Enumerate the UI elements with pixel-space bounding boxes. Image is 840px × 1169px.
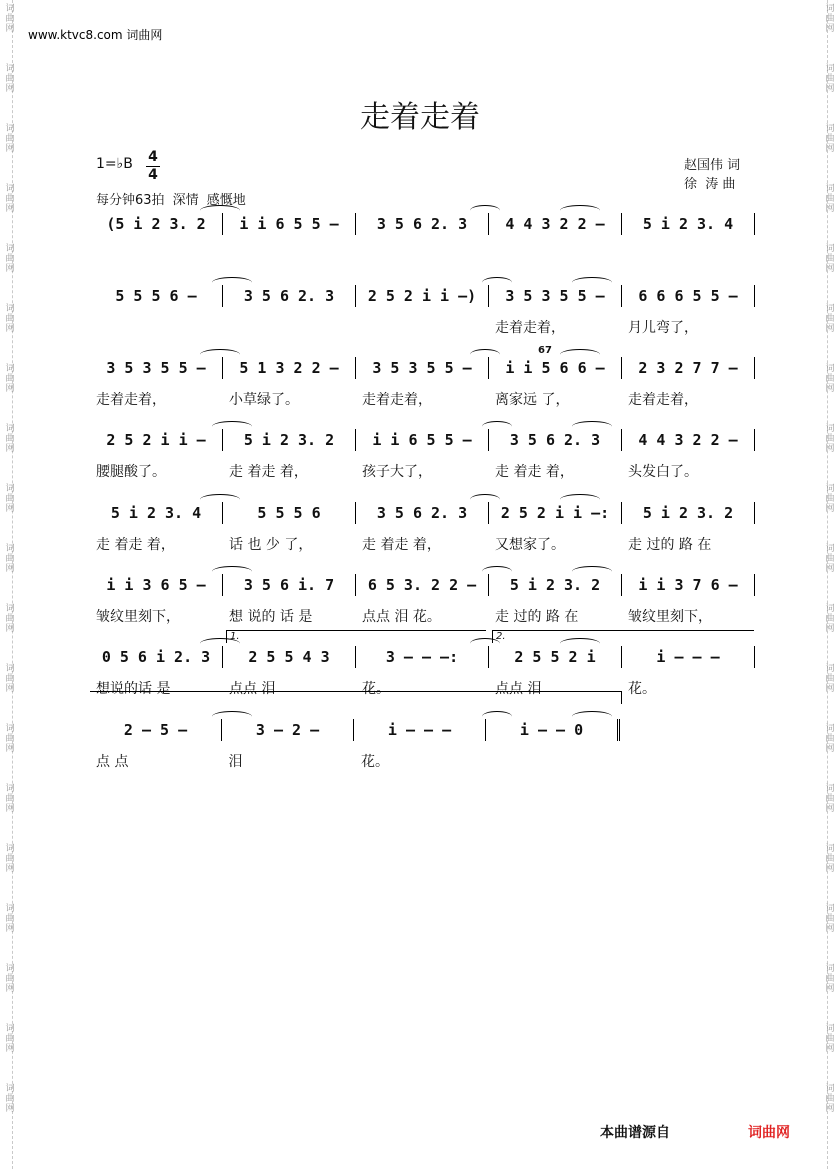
time-denominator: 4 xyxy=(148,167,158,183)
note-line xyxy=(90,719,620,741)
slur xyxy=(482,277,512,288)
measure: 3 – – –: xyxy=(355,646,488,668)
measure: 3 5 6 2. 3 xyxy=(355,502,488,524)
watermark-mark: 词 曲 网 xyxy=(825,1024,835,1054)
measure: 5 i 2 3. 2 xyxy=(222,429,355,451)
slur xyxy=(200,494,240,505)
watermark-mark: 词 曲 网 xyxy=(5,544,15,574)
watermark-mark: 词 曲 网 xyxy=(5,364,15,394)
volta-first-ending: 1. xyxy=(226,630,486,643)
watermark-mark: 词 曲 网 xyxy=(825,124,835,154)
measure: i i 3 6 5 – xyxy=(106,576,206,594)
footer-source-label: 本曲谱源自 xyxy=(600,1125,670,1141)
measure: 4 4 3 2 2 – xyxy=(488,213,621,235)
watermark-mark: 词 曲 网 xyxy=(825,1084,835,1114)
measure: 2 5 2 i i – xyxy=(106,431,206,449)
volta-second-ending: 2. xyxy=(492,630,754,643)
measure: 6 5 3. 2 2 – xyxy=(355,574,488,596)
slur xyxy=(572,711,612,722)
lyric-line xyxy=(90,534,755,554)
watermark-mark: 词 曲 网 xyxy=(825,304,835,334)
slur xyxy=(470,494,500,505)
lyric-line xyxy=(90,461,755,481)
measure: 3 5 6 2. 3 xyxy=(222,285,355,307)
measure: i – – – xyxy=(353,719,485,741)
slur xyxy=(572,277,612,288)
note-line xyxy=(90,646,755,668)
slur xyxy=(482,421,512,432)
watermark-mark: 词 曲 网 xyxy=(5,304,15,334)
slur xyxy=(212,566,252,577)
credits xyxy=(684,156,740,194)
watermark-mark: 词 曲 网 xyxy=(5,424,15,454)
watermark-mark: 词 曲 网 xyxy=(5,484,15,514)
watermark-mark: 词 曲 网 xyxy=(825,544,835,574)
lyric-cell: 头发白了。 xyxy=(628,464,698,480)
watermark-mark: 词 曲 网 xyxy=(5,1024,15,1054)
slur xyxy=(560,638,600,649)
lyric-cell: 走 过的 路 在 xyxy=(628,537,712,553)
measure: i i 5 6 6 – xyxy=(488,357,621,379)
lyric-cell: 走 着走 着， xyxy=(362,537,441,553)
lyric-cell: 点点 泪 xyxy=(229,681,276,697)
lyric-line xyxy=(90,317,755,337)
lyric-cell: 皱纹里刻下， xyxy=(96,609,180,625)
measure: (5 i 2 3. 2 xyxy=(106,215,206,233)
watermark-mark: 词 曲 网 xyxy=(825,724,835,754)
measure: i i 3 7 6 – xyxy=(621,574,755,596)
watermark-mark: 词 曲 网 xyxy=(5,784,15,814)
lyric-cell: 小草绿了。 xyxy=(229,392,299,408)
slur xyxy=(482,711,512,722)
lyric-cell: 走 着走 着， xyxy=(229,464,308,480)
lyric-cell: 走着走着， xyxy=(628,392,698,408)
watermark-mark: 词 曲 网 xyxy=(5,664,15,694)
time-numerator: 4 xyxy=(148,149,158,165)
slur xyxy=(482,566,512,577)
watermark-mark: 词 曲 网 xyxy=(5,4,15,34)
lyric-cell xyxy=(488,751,621,771)
watermark-mark: 词 曲 网 xyxy=(825,664,835,694)
measure: 2 5 5 2 i xyxy=(488,646,621,668)
lyric-cell: 走着走着， xyxy=(362,392,432,408)
lyric-cell: 月儿弯了， xyxy=(628,320,698,336)
watermark-mark: 词 曲 网 xyxy=(825,424,835,454)
measure: 3 5 3 5 5 – xyxy=(106,359,206,377)
slur xyxy=(200,349,240,360)
lyric-cell: 走 着走 着， xyxy=(96,537,175,553)
measure: 3 5 3 5 5 – xyxy=(488,285,621,307)
slur xyxy=(212,277,252,288)
watermark-mark: 词 曲 网 xyxy=(5,724,15,754)
watermark-mark: 词 曲 网 xyxy=(5,604,15,634)
watermark-mark: 词 曲 网 xyxy=(5,124,15,154)
grace-notes: 67 xyxy=(538,345,552,356)
slur xyxy=(572,421,612,432)
measure: 3 5 6 2. 3 xyxy=(488,429,621,451)
slur xyxy=(212,421,252,432)
note-line xyxy=(90,357,755,379)
measure: 5 5 5 6 – xyxy=(115,287,197,305)
lyric-cell: 又想家了。 xyxy=(495,537,565,553)
lyric-cell: 花。 xyxy=(628,681,656,697)
lyric-cell: 想 说的 话 是 xyxy=(229,609,313,625)
lyric-cell: 腰腿酸了。 xyxy=(96,464,166,480)
watermark-mark: 词 曲 网 xyxy=(5,184,15,214)
time-signature xyxy=(146,150,160,183)
watermark-mark: 词 曲 网 xyxy=(825,184,835,214)
watermark-mark: 词 曲 网 xyxy=(5,64,15,94)
measure: 2 5 2 i i –: xyxy=(488,502,621,524)
measure: 6 6 6 5 5 – xyxy=(621,285,755,307)
lyricist: 赵国伟 词 xyxy=(684,158,741,173)
key-signature: 1=♭B xyxy=(96,156,133,172)
note-line xyxy=(90,502,755,524)
watermark-mark: 词 曲 网 xyxy=(825,904,835,934)
measure: 5 5 5 6 xyxy=(222,502,355,524)
measure: 2 3 2 7 7 – xyxy=(621,357,755,379)
lyric-cell xyxy=(223,317,356,337)
measure: 3 5 6 i. 7 xyxy=(222,574,355,596)
watermark-mark: 词 曲 网 xyxy=(825,964,835,994)
measure: i – – – xyxy=(621,646,755,668)
lyric-cell: 走着走着， xyxy=(96,392,166,408)
measure: 2 5 2 i i –) xyxy=(355,285,488,307)
watermark-mark: 词 曲 网 xyxy=(825,844,835,874)
watermark-mark: 词 曲 网 xyxy=(825,484,835,514)
slur xyxy=(470,638,500,649)
lyric-cell: 点点 泪 花。 xyxy=(362,609,441,625)
measure: 4 4 3 2 2 – xyxy=(621,429,755,451)
watermark-mark: 词 曲 网 xyxy=(5,904,15,934)
lyric-cell: 点 点 xyxy=(96,754,129,770)
lyric-cell: 泪 xyxy=(228,754,243,770)
slur xyxy=(560,494,600,505)
lyric-cell: 离家远 了， xyxy=(495,392,570,408)
measure: 5 i 2 3. 4 xyxy=(110,504,202,522)
note-line xyxy=(90,285,755,307)
lyric-cell xyxy=(356,317,489,337)
measure: 5 1 3 2 2 – xyxy=(222,357,355,379)
measure: 2 5 5 4 3 xyxy=(222,646,355,668)
slur xyxy=(212,711,252,722)
measure: 5 i 2 3. 2 xyxy=(488,574,621,596)
slur xyxy=(560,349,600,360)
measure: 3 – 2 – xyxy=(221,719,353,741)
watermark-mark: 词 曲 网 xyxy=(5,964,15,994)
measure: 0 5 6 i 2. 3 xyxy=(101,648,211,666)
composer: 徐 涛 曲 xyxy=(684,177,736,192)
note-line xyxy=(90,429,755,451)
site-url[interactable]: www.ktvc8.com 词曲网 xyxy=(28,28,163,42)
measure: i i 6 5 5 – xyxy=(222,213,355,235)
lyric-cell xyxy=(90,317,223,337)
slur xyxy=(560,205,600,216)
lyric-line xyxy=(90,751,620,771)
measure: 5 i 2 3. 4 xyxy=(621,213,755,235)
measure: 5 i 2 3. 2 xyxy=(621,502,755,524)
lyric-cell: 走 过的 路 在 xyxy=(495,609,579,625)
lyric-cell: 孩子大了， xyxy=(362,464,432,480)
lyric-cell: 话 也 少 了， xyxy=(229,537,313,553)
watermark-mark: 词 曲 网 xyxy=(5,1084,15,1114)
lyric-cell: 想说的话 是 xyxy=(96,681,171,697)
slur xyxy=(470,349,500,360)
measure: 3 5 6 2. 3 xyxy=(355,213,488,235)
measure: i i 6 5 5 – xyxy=(355,429,488,451)
measure: i – – 0 xyxy=(485,719,620,741)
watermark-mark: 词 曲 网 xyxy=(825,784,835,814)
lyric-line xyxy=(90,389,755,409)
tempo-marking: 每分钟63拍 深情 感慨地 xyxy=(96,193,246,208)
slur xyxy=(572,566,612,577)
watermark-mark: 词 曲 网 xyxy=(5,244,15,274)
slur xyxy=(470,205,500,216)
lyric-cell: 走着走着， xyxy=(495,320,565,336)
watermark-mark: 词 曲 网 xyxy=(825,64,835,94)
lyric-cell: 皱纹里刻下， xyxy=(628,609,712,625)
slur xyxy=(200,205,240,216)
watermark-mark: 词 曲 网 xyxy=(5,844,15,874)
lyric-cell: 点点 泪 xyxy=(495,681,542,697)
measure: 3 5 3 5 5 – xyxy=(355,357,488,379)
note-line xyxy=(90,213,755,235)
lyric-cell: 花。 xyxy=(362,681,390,697)
song-title: 走着走着 xyxy=(360,100,480,135)
watermark-mark: 词 曲 网 xyxy=(825,364,835,394)
watermark-mark: 词 曲 网 xyxy=(825,244,835,274)
lyric-line xyxy=(90,606,755,626)
measure: 2 – 5 – xyxy=(123,721,188,739)
watermark-mark: 词 曲 网 xyxy=(825,4,835,34)
lyric-cell: 走 着走 着， xyxy=(495,464,574,480)
footer-brand[interactable]: 词曲网 xyxy=(748,1125,790,1141)
watermark-mark: 词 曲 网 xyxy=(825,604,835,634)
note-line xyxy=(90,574,755,596)
ending-bracket xyxy=(90,691,622,704)
lyric-cell: 花。 xyxy=(361,754,389,770)
slur xyxy=(200,638,240,649)
